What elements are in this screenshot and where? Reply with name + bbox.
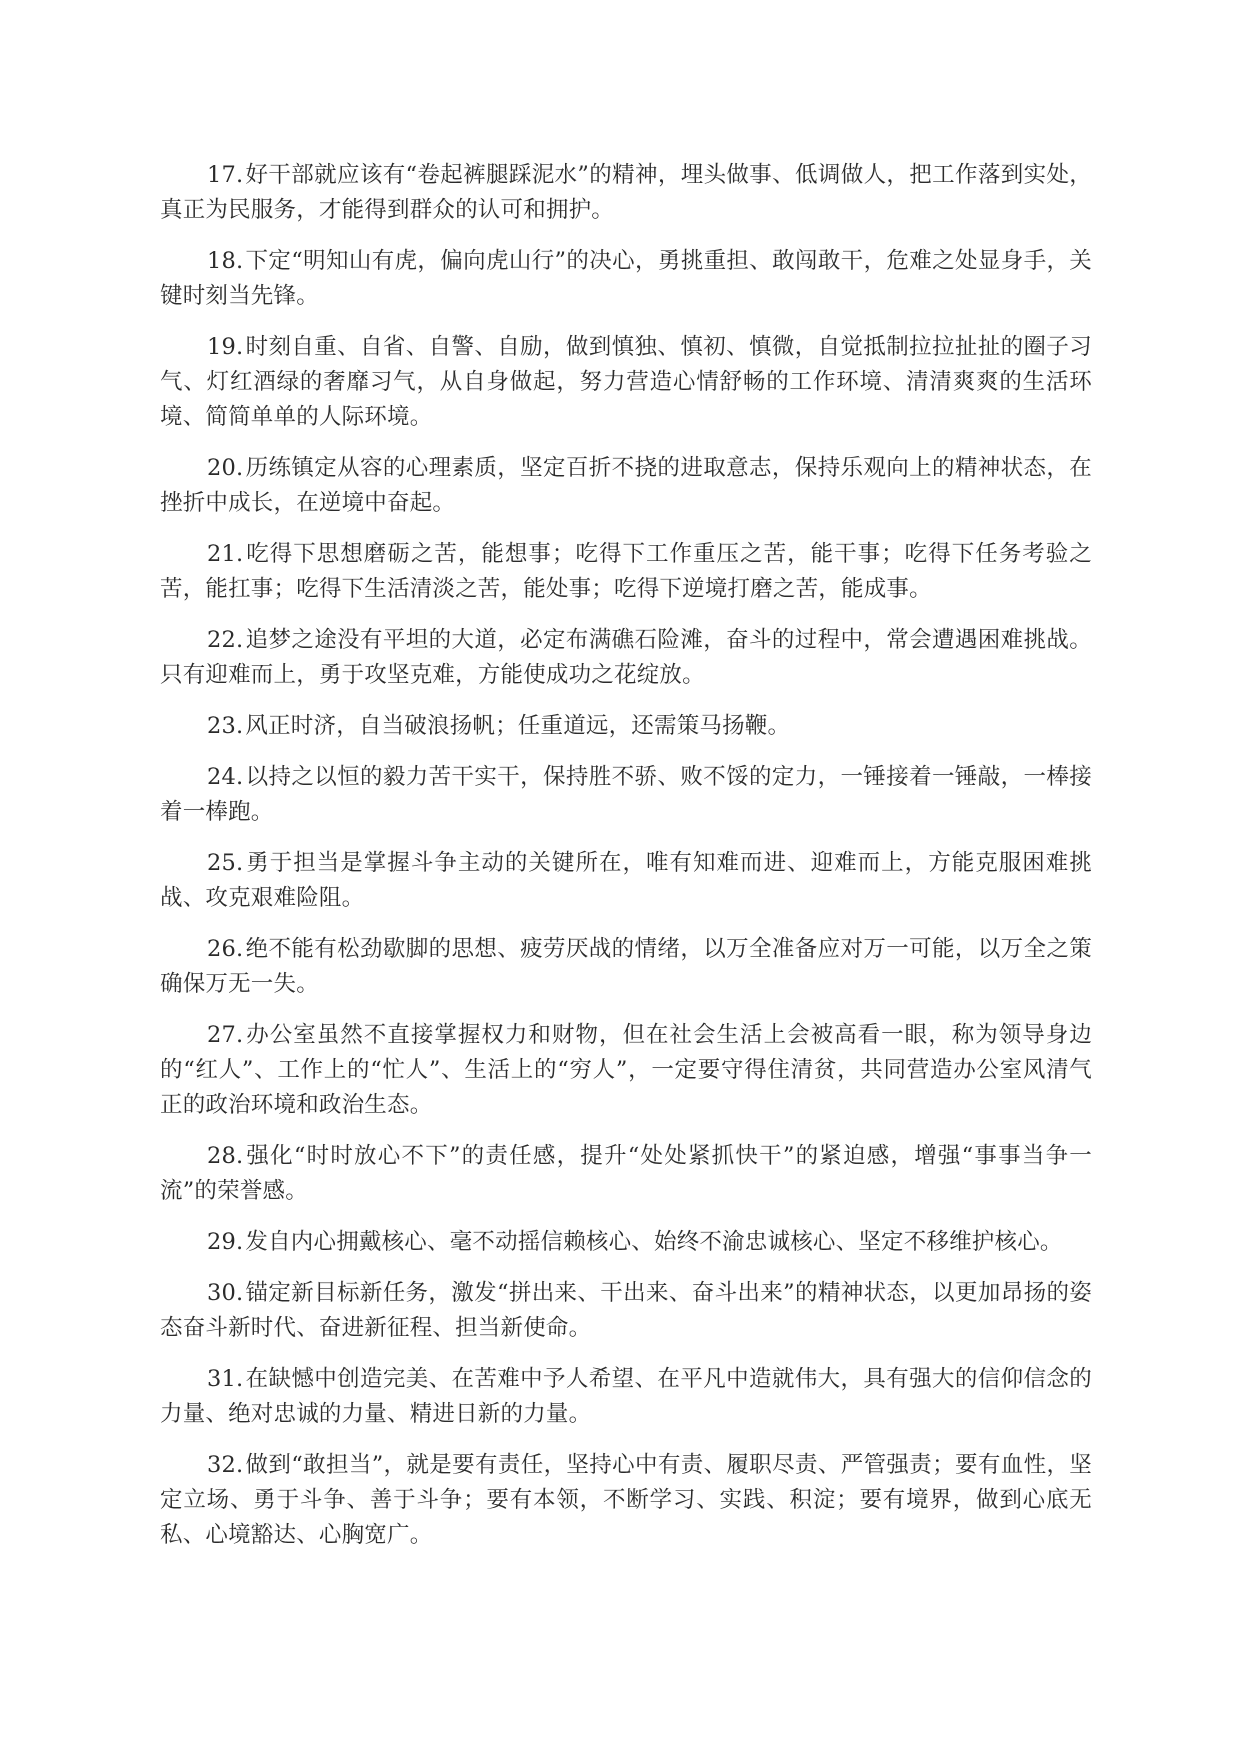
paragraph-item: [160, 1139, 1092, 1209]
paragraph-item: [160, 1225, 1092, 1260]
paragraph-number: 29.: [207, 1229, 244, 1255]
paragraph-item: [160, 623, 1092, 693]
paragraph-text: 吃得下思想磨砺之苦，能想事；吃得下工作重压之苦，能干事；吃得下任务考验之苦，能扛事；吃得下生活清淡之苦，能处事；吃得下逆境打磨之苦，能成事。: [160, 541, 1092, 602]
paragraph-item: [160, 1276, 1092, 1346]
paragraph-item: [160, 709, 1092, 744]
paragraph-text: 绝不能有松劲歇脚的思想、疲劳厌战的情绪，以万全准备应对万一可能，以万全之策确保万无一失。: [160, 936, 1092, 997]
paragraph-item: [160, 451, 1092, 521]
paragraph-number: 31.: [207, 1366, 244, 1392]
paragraph-text: 时刻自重、自省、自警、自励，做到慎独、慎初、慎微，自觉抵制拉拉扯扯的圈子习气、灯红酒绿的奢靡习气，从自身做起，努力营造心情舒畅的工作环境、清清爽爽的生活环境、简简单单的人际环境。: [160, 334, 1092, 430]
paragraph-text: 下定“明知山有虎，偏向虎山行”的决心，勇挑重担、敢闯敢干，危难之处显身手，关键时刻当先锋。: [160, 248, 1092, 309]
paragraph-item: [160, 1448, 1092, 1553]
paragraph-number: 18.: [207, 248, 244, 274]
paragraph-item: [160, 537, 1092, 607]
paragraph-text: 在缺憾中创造完美、在苦难中予人希望、在平凡中造就伟大，具有强大的信仰信念的力量、绝对忠诚的力量、精进日新的力量。: [160, 1366, 1092, 1427]
paragraph-text: 做到“敢担当”，就是要有责任，坚持心中有责、履职尽责、严管强责；要有血性，坚定立场、勇于斗争、善于斗争；要有本领，不断学习、实践、积淀；要有境界，做到心底无私、心境豁达、心胸宽广。: [160, 1452, 1092, 1548]
paragraph-number: 28.: [207, 1143, 244, 1169]
paragraph-item: [160, 330, 1092, 435]
paragraph-text: 以持之以恒的毅力苦干实干，保持胜不骄、败不馁的定力，一锤接着一锤敲，一棒接着一棒跑。: [160, 764, 1092, 825]
paragraph-number: 23.: [207, 713, 244, 739]
paragraph-item: [160, 760, 1092, 830]
paragraph-number: 30.: [207, 1280, 244, 1306]
paragraph-text: 勇于担当是掌握斗争主动的关键所在，唯有知难而进、迎难而上，方能克服困难挑战、攻克艰难险阻。: [160, 850, 1092, 911]
paragraph-number: 20.: [207, 455, 244, 481]
paragraph-item: [160, 158, 1092, 228]
paragraph-number: 17.: [207, 162, 244, 188]
paragraph-number: 24.: [207, 764, 244, 790]
paragraph-number: 22.: [207, 627, 244, 653]
paragraph-number: 21.: [207, 541, 244, 567]
paragraph-number: 19.: [207, 334, 244, 360]
paragraph-number: 32.: [207, 1452, 244, 1478]
paragraph-number: 25.: [207, 850, 244, 876]
paragraph-number: 26.: [207, 936, 244, 962]
paragraph-item: [160, 932, 1092, 1002]
paragraph-text: 办公室虽然不直接掌握权力和财物，但在社会生活上会被高看一眼，称为领导身边的“红人”、工作上的“忙人”、生活上的“穷人”，一定要守得住清贫，共同营造办公室风清气正的政治环境和政治生态。: [160, 1022, 1092, 1118]
paragraph-number: 27.: [207, 1022, 244, 1048]
paragraph-text: 追梦之途没有平坦的大道，必定布满礁石险滩，奋斗的过程中，常会遭遇困难挑战。只有迎难而上，勇于攻坚克难，方能使成功之花绽放。: [160, 627, 1092, 688]
paragraph-item: [160, 846, 1092, 916]
paragraph-text: 好干部就应该有“卷起裤腿踩泥水”的精神，埋头做事、低调做人，把工作落到实处，真正为民服务，才能得到群众的认可和拥护。: [160, 162, 1092, 223]
paragraph-text: 历练镇定从容的心理素质，坚定百折不挠的进取意志，保持乐观向上的精神状态，在挫折中成长，在逆境中奋起。: [160, 455, 1092, 516]
paragraph-text: 强化“时时放心不下”的责任感，提升“处处紧抓快干”的紧迫感，增强“事事当争一流”的荣誉感。: [160, 1143, 1092, 1204]
paragraph-text: 锚定新目标新任务，激发“拼出来、干出来、奋斗出来”的精神状态，以更加昂扬的姿态奋斗新时代、奋进新征程、担当新使命。: [160, 1280, 1092, 1341]
paragraph-text: 发自内心拥戴核心、毫不动摇信赖核心、始终不渝忠诚核心、坚定不移维护核心。: [245, 1229, 1063, 1255]
paragraph-text: 风正时济，自当破浪扬帆；任重道远，还需策马扬鞭。: [245, 713, 791, 739]
paragraph-item: [160, 244, 1092, 314]
paragraph-item: [160, 1018, 1092, 1123]
document-body: [160, 158, 1092, 1569]
paragraph-item: [160, 1362, 1092, 1432]
